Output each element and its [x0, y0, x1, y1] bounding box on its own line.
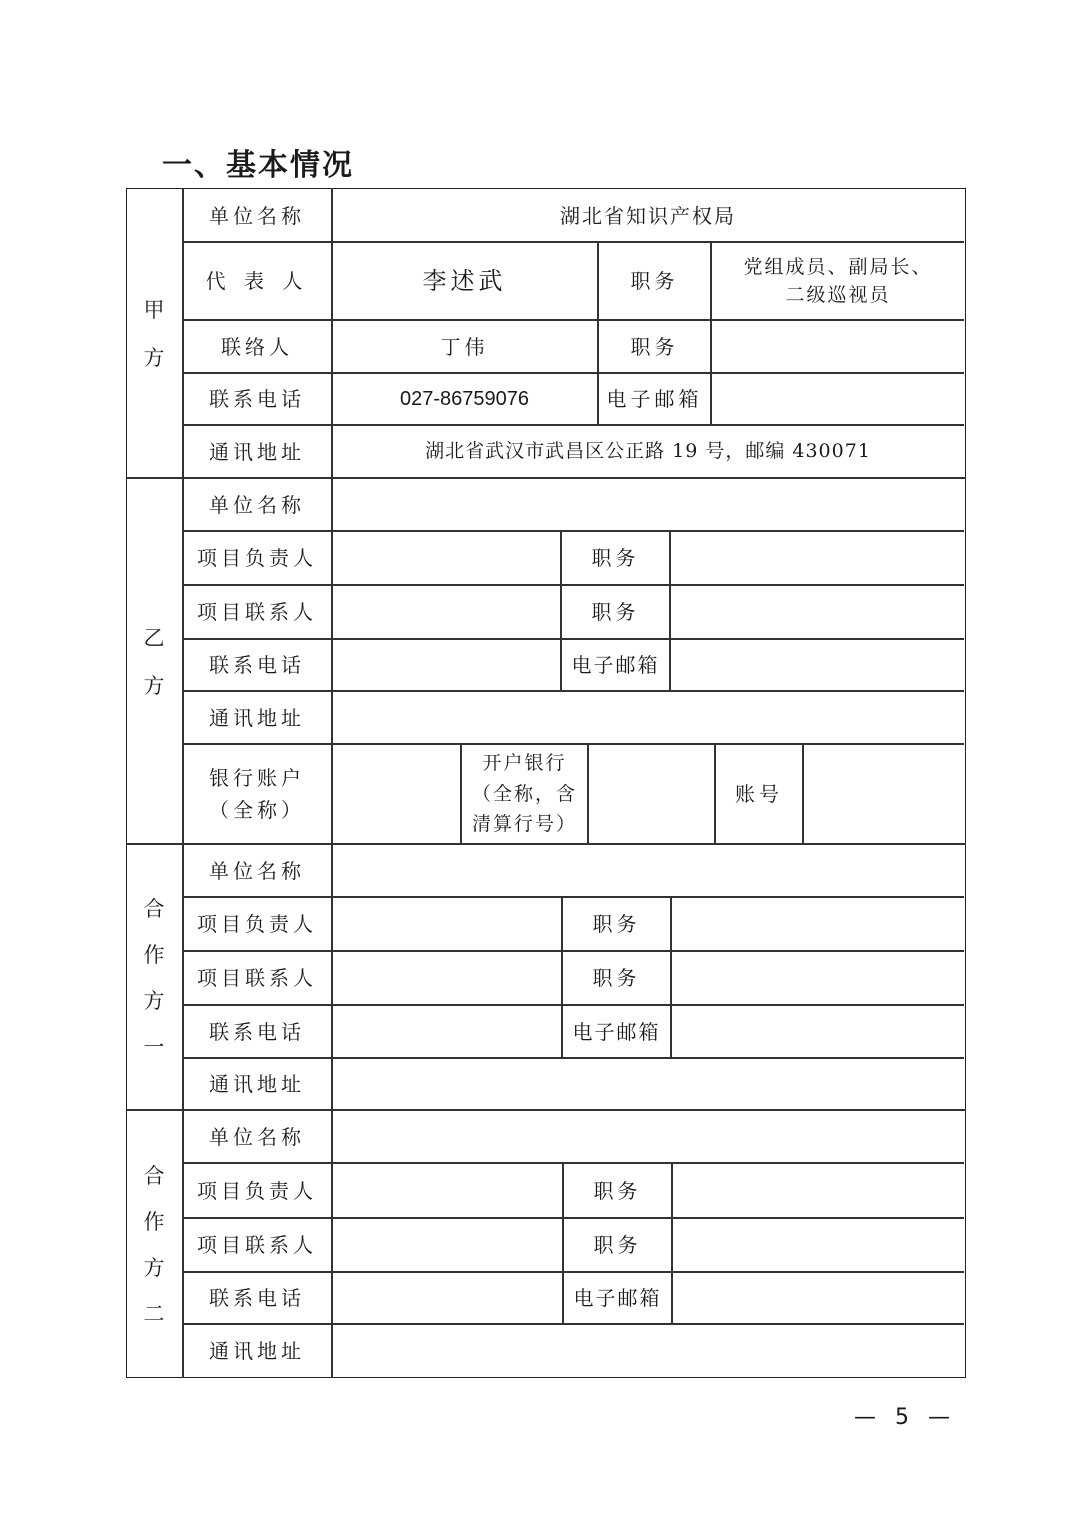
party-b-leader-label: 项目负责人 — [197, 546, 317, 570]
partner-2-leader-position-label: 职务 — [593, 1178, 642, 1203]
party-a-contact-position-value — [712, 321, 964, 372]
partner-2-liaison-position-value — [673, 1219, 964, 1271]
party-a-representative-value: 李述武 — [422, 267, 507, 295]
party-a-email-value — [712, 374, 964, 424]
partner-1-address-label: 通讯地址 — [209, 1072, 305, 1096]
partner-2-phone-label: 联系电话 — [209, 1286, 305, 1310]
partner-2-unit-name-label: 单位名称 — [209, 1124, 305, 1149]
partner-2-leader-label: 项目负责人 — [197, 1178, 317, 1203]
partner-2-leader-position-value — [673, 1164, 964, 1217]
party-a-label — [126, 188, 182, 477]
partner-1-liaison-label: 项目联系人 — [197, 966, 317, 990]
partner-1-leader-position-label: 职务 — [592, 912, 641, 936]
partner-1-liaison-position-value — [672, 952, 964, 1004]
party-a-contact-position-label: 职务 — [630, 334, 679, 359]
partner-1-label-char: 合 — [143, 897, 165, 921]
party-a-phone-value: 027-86759076 — [399, 388, 529, 410]
party-b-liaison-value — [332, 586, 560, 638]
partner-2-label-char: 二 — [143, 1301, 165, 1326]
partner-1-liaison-value — [332, 952, 561, 1004]
party-a-phone-label: 联系电话 — [209, 387, 305, 411]
party-b-bank-account-value — [332, 745, 460, 843]
partner-2-unit-name-value — [332, 1111, 964, 1162]
partner-1-leader-label: 项目负责人 — [197, 912, 317, 936]
party-b-liaison-position-value — [671, 586, 964, 638]
partner-1-label — [126, 845, 182, 1109]
party-a-rep-position-value: 党组成员、副局长、 二级巡视员 — [743, 255, 933, 306]
party-b-email-label: 电子邮箱 — [571, 653, 660, 677]
party-a-unit-name-label: 单位名称 — [209, 203, 305, 228]
party-b-bank-account-label: 银行账户 （全称） — [209, 766, 305, 822]
partner-2-address-label: 通讯地址 — [209, 1338, 305, 1363]
party-b-unit-name-value — [332, 479, 964, 530]
partner-2-liaison-value — [332, 1219, 562, 1271]
party-a-contact-value: 丁伟 — [440, 334, 489, 359]
party-a-contact-label: 联络人 — [221, 334, 293, 359]
partner-2-label — [126, 1111, 182, 1376]
party-b-address-label: 通讯地址 — [209, 705, 305, 730]
party-b-bank-label: 开户银行 （全称，含 清算行号） — [471, 752, 577, 836]
party-a-address-value: 湖北省武汉市武昌区公正路 19 号，邮编 430071 — [425, 440, 871, 463]
party-b-label-char: 乙 — [143, 626, 165, 650]
party-b-label — [126, 479, 182, 843]
party-b-label-char: 方 — [143, 674, 165, 698]
party-a-label-char: 甲 — [143, 297, 165, 322]
partner-1-label-char: 方 — [143, 989, 165, 1013]
party-b-liaison-position-label: 职务 — [591, 600, 640, 624]
party-a-label-char: 方 — [143, 345, 165, 370]
partner-2-liaison-position-label: 职务 — [593, 1233, 642, 1257]
partner-1-phone-value — [332, 1006, 561, 1057]
partner-2-email-label: 电子邮箱 — [573, 1286, 662, 1310]
partner-2-phone-value — [332, 1273, 562, 1323]
party-a-representative-label: 代 表 人 — [205, 269, 309, 293]
party-a-unit-name-value: 湖北省知识产权局 — [560, 203, 736, 228]
party-b-account-no-value — [804, 745, 964, 843]
partner-1-email-value — [672, 1006, 964, 1057]
partner-2-address-value — [332, 1325, 964, 1376]
partner-1-address-value — [332, 1059, 964, 1109]
party-b-phone-value — [332, 640, 560, 690]
party-b-leader-position-label: 职务 — [591, 546, 640, 570]
party-b-liaison-label: 项目联系人 — [197, 600, 317, 624]
partner-1-unit-name-value — [332, 845, 964, 896]
partner-1-liaison-position-label: 职务 — [592, 966, 641, 990]
partner-1-leader-value — [332, 898, 561, 950]
partner-2-email-value — [673, 1273, 964, 1323]
party-b-email-value — [671, 640, 964, 690]
party-b-leader-position-value — [671, 532, 964, 584]
party-a-address-label: 通讯地址 — [209, 439, 305, 464]
party-b-leader-value — [332, 532, 560, 584]
party-b-bank-value — [589, 745, 714, 843]
partner-1-label-char: 一 — [143, 1035, 165, 1059]
partner-1-email-label: 电子邮箱 — [572, 1019, 661, 1044]
party-b-phone-label: 联系电话 — [209, 653, 305, 677]
partner-2-liaison-label: 项目联系人 — [197, 1233, 317, 1257]
partner-2-label-char: 方 — [143, 1255, 165, 1280]
partner-2-label-char: 合 — [143, 1163, 165, 1188]
section-title: 一、基本情况 — [162, 148, 354, 183]
party-b-unit-name-label: 单位名称 — [209, 492, 305, 517]
party-a-rep-position-label: 职务 — [630, 269, 679, 293]
partner-1-label-char: 作 — [143, 943, 165, 967]
party-b-account-no-label: 账号 — [735, 782, 783, 806]
partner-1-phone-label: 联系电话 — [209, 1019, 305, 1044]
partner-1-leader-position-value — [672, 898, 964, 950]
partner-1-unit-name-label: 单位名称 — [209, 858, 305, 883]
partner-2-leader-value — [332, 1164, 562, 1217]
page-number: — 5 — — [854, 1405, 956, 1430]
partner-2-label-char: 作 — [143, 1209, 165, 1234]
party-b-address-value — [332, 692, 964, 743]
party-a-email-label: 电子邮箱 — [606, 387, 703, 411]
